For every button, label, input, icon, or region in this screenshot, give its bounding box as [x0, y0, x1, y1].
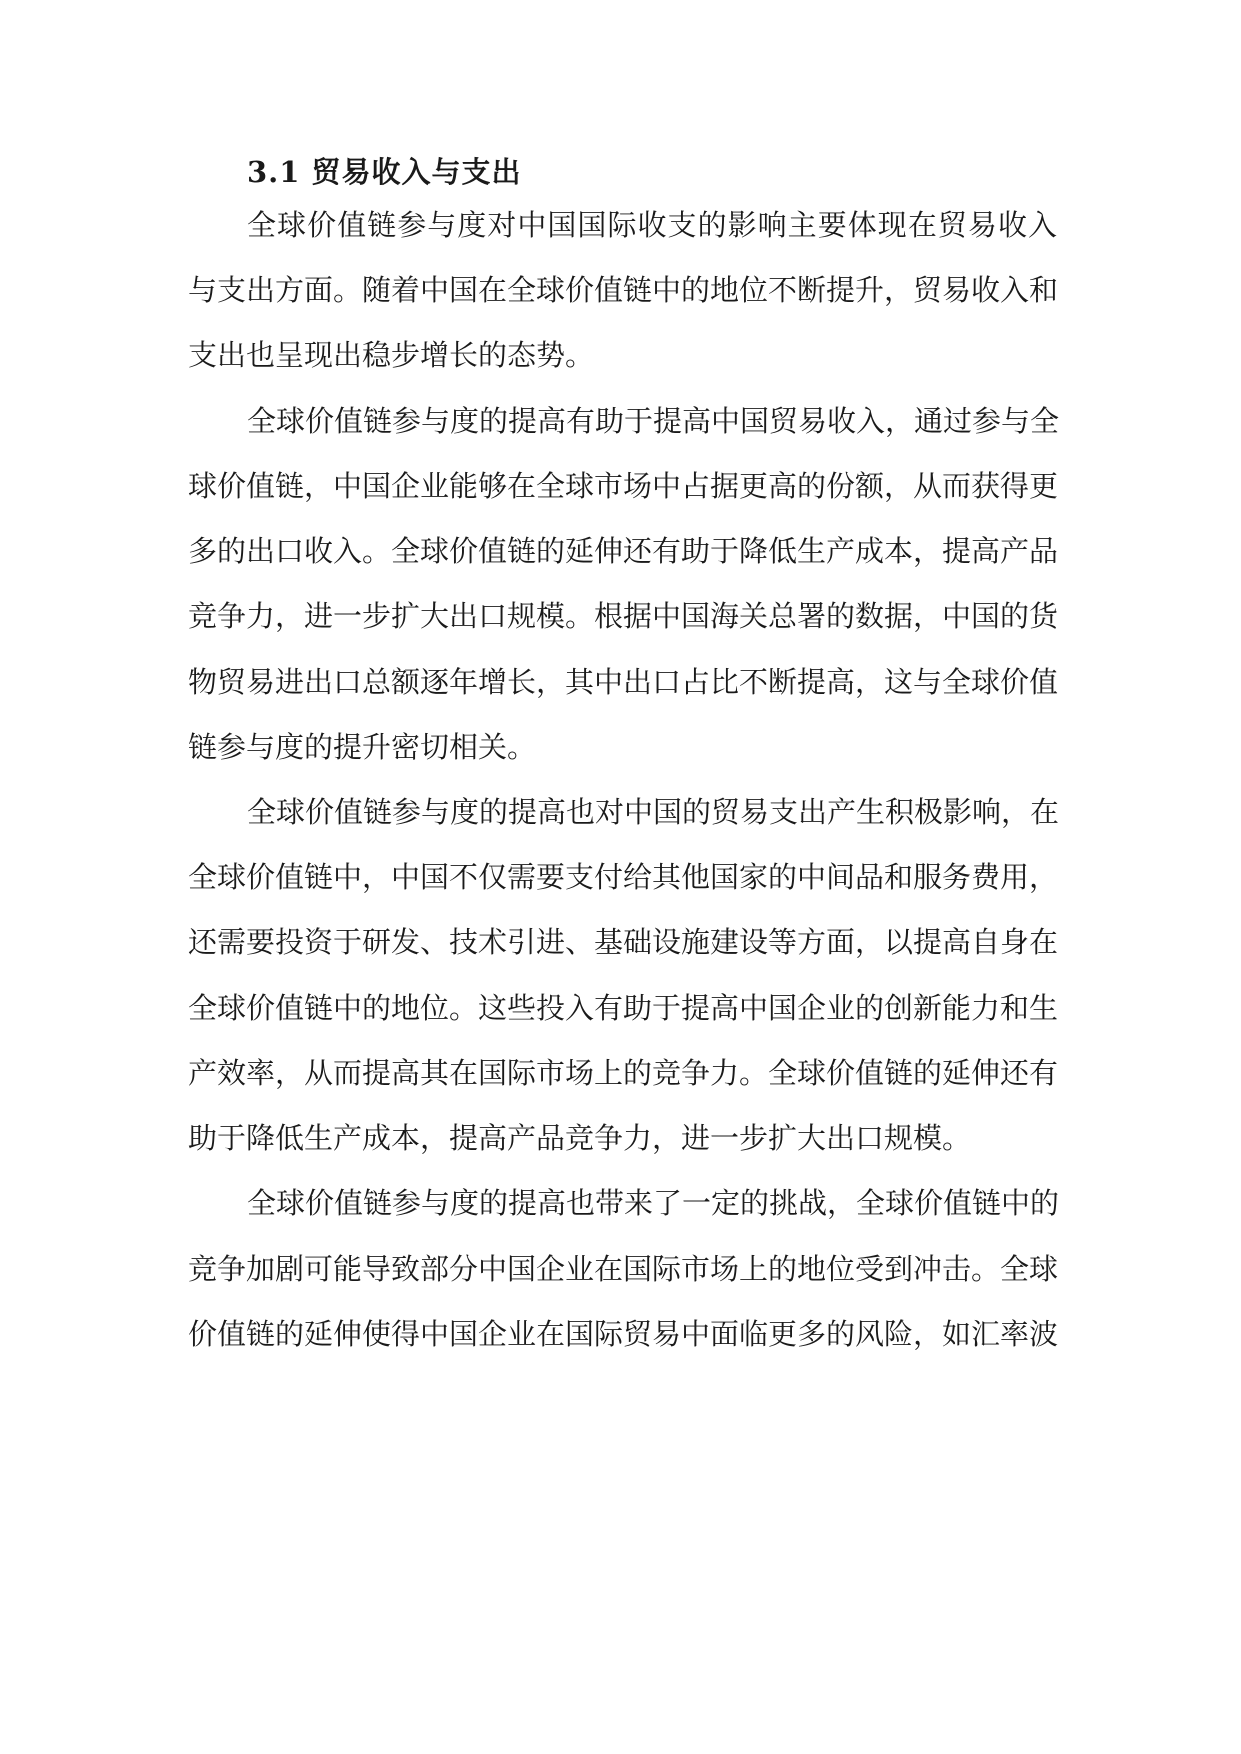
paragraph-line: 多的出口收入。全球价值链的延伸还有助于降低生产成本，提高产品	[188, 534, 1059, 568]
paragraph-line: 球价值链，中国企业能够在全球市场中占据更高的份额，从而获得更	[188, 469, 1059, 503]
section-heading: 3.1 贸易收入与支出	[247, 155, 522, 189]
paragraph-line: 全球价值链参与度的提高有助于提高中国贸易收入，通过参与全	[247, 404, 1060, 438]
paragraph-line: 竞争加剧可能导致部分中国企业在国际市场上的地位受到冲击。全球	[188, 1252, 1059, 1286]
paragraph-line: 全球价值链中，中国不仅需要支付给其他国家的中间品和服务费用，	[188, 860, 1059, 894]
paragraph-line: 还需要投资于研发、技术引进、基础设施建设等方面，以提高自身在	[188, 925, 1059, 959]
paragraph-line: 全球价值链参与度的提高也带来了一定的挑战，全球价值链中的	[247, 1186, 1060, 1220]
paragraph-line: 价值链的延伸使得中国企业在国际贸易中面临更多的风险，如汇率波	[188, 1317, 1059, 1351]
paragraph-line: 物贸易进出口总额逐年增长，其中出口占比不断提高，这与全球价值	[188, 665, 1059, 699]
paragraph-line: 助于降低生产成本，提高产品竞争力，进一步扩大出口规模。	[188, 1121, 972, 1155]
paragraph-line: 全球价值链参与度对中国国际收支的影响主要体现在贸易收入	[247, 208, 1057, 242]
paragraph-line: 竞争力，进一步扩大出口规模。根据中国海关总署的数据，中国的货	[188, 599, 1059, 633]
paragraph-line: 与支出方面。随着中国在全球价值链中的地位不断提升，贸易收入和	[188, 273, 1059, 307]
paragraph-line: 支出也呈现出稳步增长的态势。	[188, 338, 595, 372]
paragraph-line: 全球价值链中的地位。这些投入有助于提高中国企业的创新能力和生	[188, 991, 1059, 1025]
paragraph-line: 链参与度的提升密切相关。	[188, 730, 537, 764]
paragraph-line: 全球价值链参与度的提高也对中国的贸易支出产生积极影响，在	[247, 795, 1060, 829]
paragraph-line: 产效率，从而提高其在国际市场上的竞争力。全球价值链的延伸还有	[188, 1056, 1059, 1090]
